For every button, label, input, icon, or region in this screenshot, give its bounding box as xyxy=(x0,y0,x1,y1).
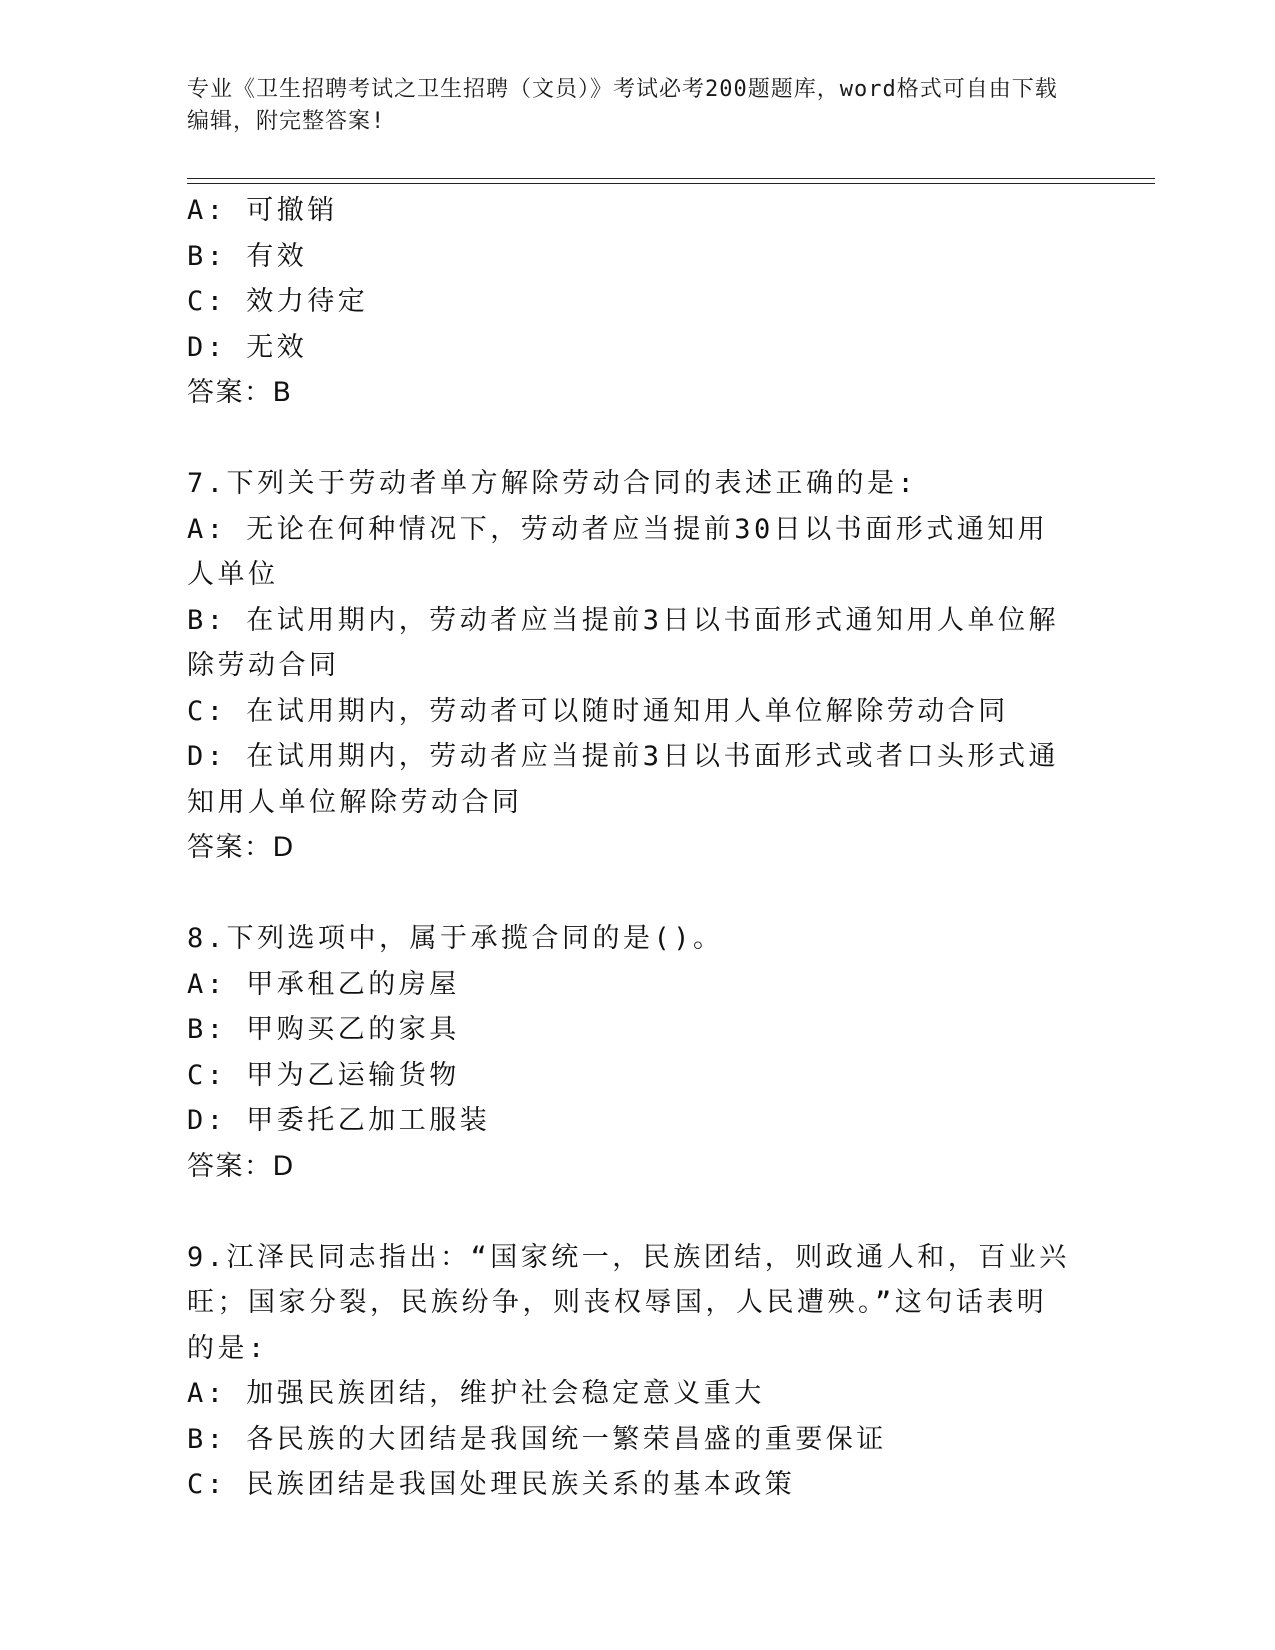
question-7-option-b: B: 在试用期内，劳动者应当提前3日以书面形式通知用人单位解除劳动合同 xyxy=(187,604,1060,681)
question-7-option-d: D: 在试用期内，劳动者应当提前3日以书面形式或者口头形式通知用人单位解除劳动合同 xyxy=(187,741,1060,818)
question-list xyxy=(187,188,1077,1508)
question-7-stem: 7.下列关于劳动者单方解除劳动合同的表述正确的是: xyxy=(187,468,918,499)
question-6-option-d: D: 无效 xyxy=(187,331,308,363)
question-8-option-d: D: 甲委托乙加工服装 xyxy=(187,1105,491,1136)
header-divider-top xyxy=(187,178,1155,179)
question-8-stem: 8.下列选项中，属于承揽合同的是()。 xyxy=(187,923,724,954)
question-9-stem: 9.江泽民同志指出：“国家统一，民族团结，则政通人和，百业兴旺；国家分裂，民族纷争，则丧权辱国，人民遭殃。”这句话表明的是: xyxy=(187,1241,1070,1364)
spacer xyxy=(187,416,1077,462)
question-7-option-a: A: 无论在何种情况下，劳动者应当提前30日以书面形式通知用人单位 xyxy=(187,513,1049,590)
question-8 xyxy=(187,916,1077,1189)
header-divider-bottom xyxy=(187,183,1155,184)
question-8-answer: 答案：D xyxy=(187,1150,295,1182)
question-7-answer: 答案：D xyxy=(187,832,295,863)
question-8-option-c: C: 甲为乙运输货物 xyxy=(187,1059,460,1091)
question-6-option-c: C: 效力待定 xyxy=(187,286,369,317)
question-7-option-c: C: 在试用期内，劳动者可以随时通知用人单位解除劳动合同 xyxy=(187,695,1009,727)
question-7 xyxy=(187,461,1077,871)
question-9-option-a: A: 加强民族团结，维护社会稳定意义重大 xyxy=(187,1378,765,1409)
spacer xyxy=(187,1189,1077,1235)
document-header: 专业《卫生招聘考试之卫生招聘（文员）》考试必考200题题库，word格式可自由下载编辑，附完整答案! xyxy=(187,77,1058,134)
question-8-option-a: A: 甲承租乙的房屋 xyxy=(187,968,460,1000)
question-9-option-c: C: 民族团结是我国处理民族关系的基本政策 xyxy=(187,1469,796,1500)
question-9-option-b: B: 各民族的大团结是我国统一繁荣昌盛的重要保证 xyxy=(187,1423,887,1455)
question-9 xyxy=(187,1235,1077,1508)
question-6-answer: 答案：B xyxy=(187,377,293,408)
question-6 xyxy=(187,188,1077,416)
question-6-option-a: A: 可撤销 xyxy=(187,195,338,226)
question-8-option-b: B: 甲购买乙的家具 xyxy=(187,1014,460,1045)
spacer xyxy=(187,871,1077,917)
question-6-option-b: B: 有效 xyxy=(187,240,308,272)
